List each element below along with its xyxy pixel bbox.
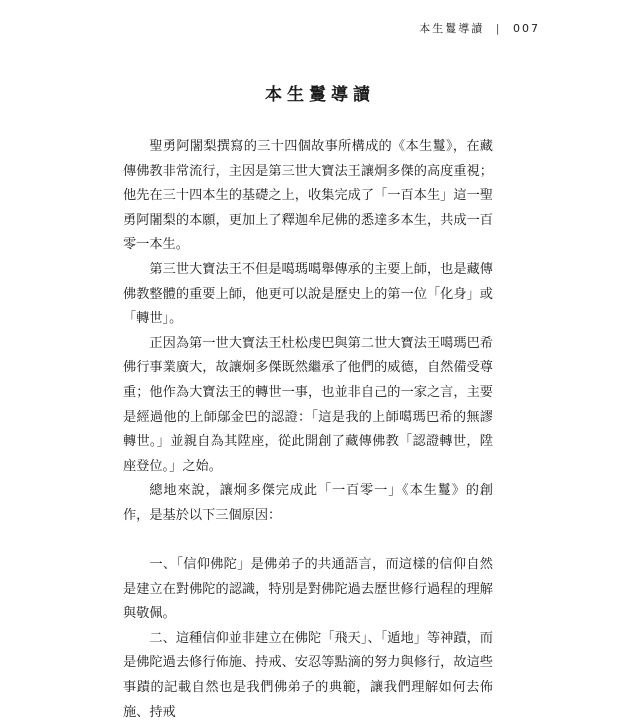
body-text: [123, 135, 493, 725]
paragraph-spacer: [123, 529, 493, 554]
paragraph: 二、這種信仰並非建立在佛陀「飛天」、「遁地」等神蹟，而是佛陀過去修行佈施、持戒、安忍等點滴的努力與修行，故這些事蹟的記載自然也是我們佛弟子的典範，讓我們理解如何去佈施、持戒: [123, 630, 493, 720]
running-head-title: 本生鬘導讀: [419, 22, 485, 35]
paragraph: 聖勇阿闍梨撰寫的三十四個故事所構成的《本生鬘》，在藏傳佛教非常流行，主因是第三世大寶法王讓炯多傑的高度重視；他先在三十四本生的基礎之上，收集完成了「一百本生」這一聖勇阿闍梨的本願，更加上了釋迦牟尼佛的悉達多本生，共成一百零一本生。: [123, 139, 493, 253]
chapter-title: 本生鬘導讀: [265, 85, 375, 105]
paragraph: 總地來說，讓炯多傑完成此「一百零一」《本生鬘》的創作，是基於以下三個原因：: [123, 483, 493, 523]
paragraph: 正因為第一世大寶法王杜松虔巴與第二世大寶法王噶瑪巴希佛行事業廣大，故讓炯多傑既然繼承了他們的威德，自然備受尊重；他作為大寶法王的轉世一事，也並非自己的一家之言，主要是經過他的上師鄔金巴的認證：「這是我的上師噶瑪巴希的無謬轉世。」並親自為其陞座，從此開創了藏傳佛教「認證轉世，陞座登位。」之始。: [123, 335, 493, 474]
paragraph: 第三世大寶法王不但是噶瑪噶舉傳承的主要上師，也是藏傳佛教整體的重要上師，他更可以說是歷史上的第一位「化身」或「轉世」。: [123, 261, 493, 327]
running-head: [0, 20, 540, 36]
paragraph: 一、「信仰佛陀」是佛弟子的共通語言，而這樣的信仰自然是建立在對佛陀的認識，特別是對佛陀過去歷世修行過程的理解與敬佩。: [123, 557, 493, 622]
page-number: 007: [513, 22, 540, 35]
running-head-separator: |: [495, 22, 502, 35]
